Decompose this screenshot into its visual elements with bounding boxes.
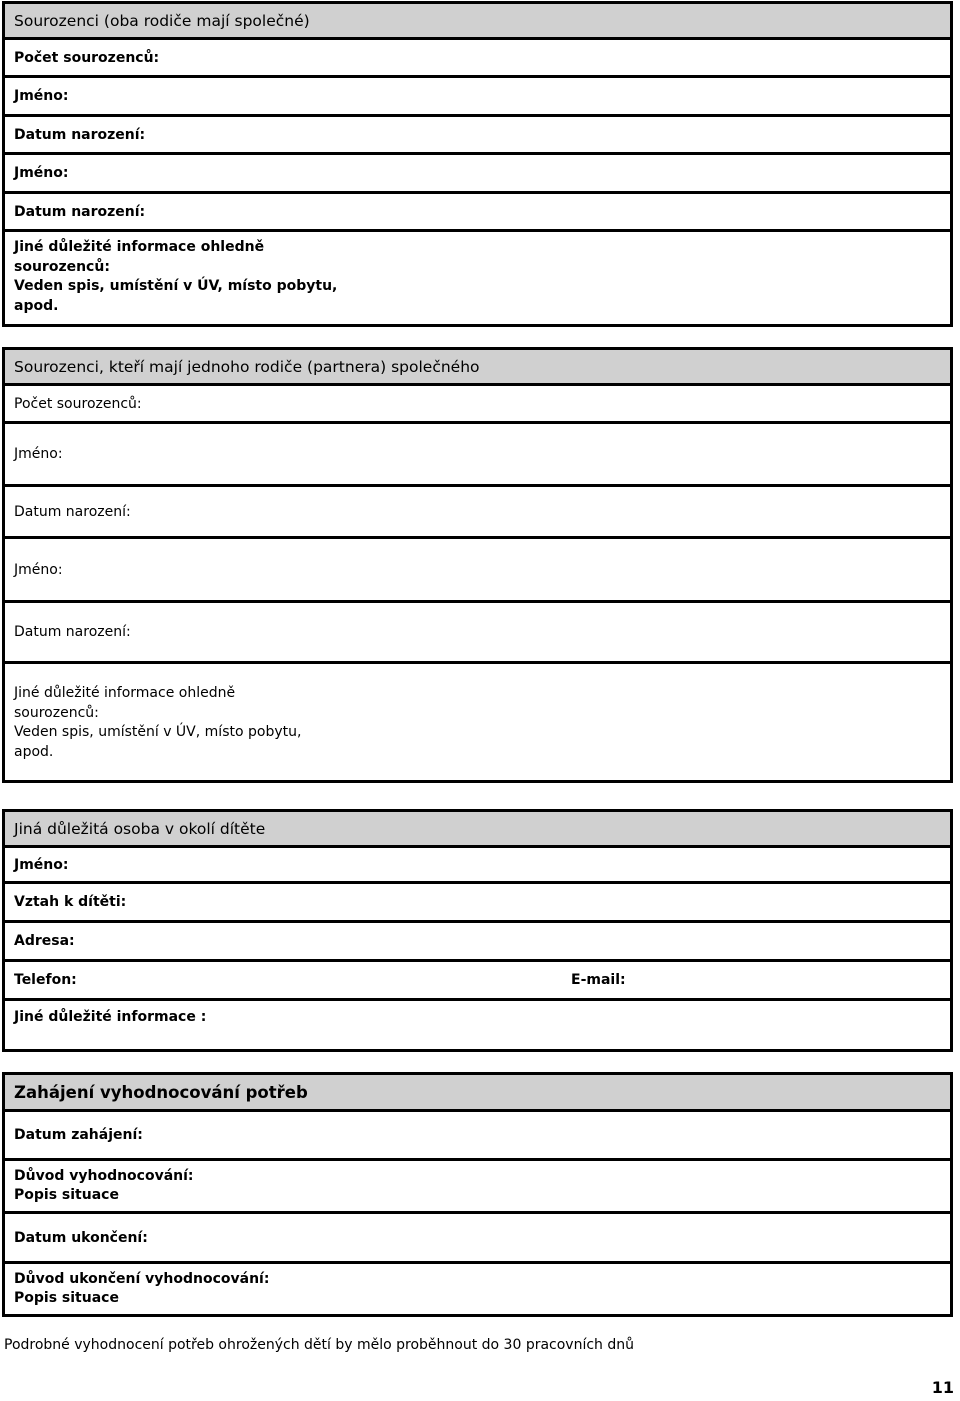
field-label: Jiné důležité informace : bbox=[14, 1009, 207, 1025]
section-siblings-one-parent bbox=[2, 347, 953, 783]
field-label-line: Popis situace bbox=[14, 1187, 119, 1203]
section-title: Jiná důležitá osoba v okolí dítěte bbox=[5, 812, 950, 848]
sibling-name-field[interactable] bbox=[5, 155, 950, 194]
start-date-field[interactable] bbox=[5, 1112, 950, 1161]
sibling-name-field[interactable] bbox=[5, 78, 950, 117]
person-name-field[interactable] bbox=[5, 848, 950, 884]
sibling-name-field[interactable] bbox=[5, 424, 950, 487]
email-label: E-mail: bbox=[571, 972, 626, 988]
field-label: Počet sourozenců: bbox=[14, 49, 160, 66]
end-reason-field[interactable] bbox=[5, 1264, 950, 1314]
sibling-name-field[interactable] bbox=[5, 539, 950, 603]
section-title: Sourozenci (oba rodiče mají společné) bbox=[5, 4, 950, 40]
footer-note: Podrobné vyhodnocení potřeb ohrožených dětí by mělo proběhnout do 30 pracovních dnů bbox=[4, 1337, 635, 1353]
relation-field[interactable] bbox=[5, 884, 950, 923]
field-label: Jméno: bbox=[14, 88, 69, 104]
field-label: Datum narození: bbox=[14, 624, 131, 640]
sibling-count-field[interactable] bbox=[5, 386, 950, 424]
sibling-dob-field[interactable] bbox=[5, 603, 950, 664]
section-title: Sourozenci, kteří mají jednoho rodiče (partnera) společného bbox=[5, 350, 950, 386]
field-label-line: Jiné důležité informace ohledně bbox=[14, 239, 265, 255]
sibling-count-field[interactable] bbox=[5, 40, 950, 78]
field-label: Jméno: bbox=[14, 446, 63, 462]
section-siblings-both-parents bbox=[2, 1, 953, 327]
end-date-field[interactable] bbox=[5, 1214, 950, 1264]
field-label: Datum ukončení: bbox=[14, 1229, 148, 1246]
other-info-field[interactable] bbox=[5, 1001, 950, 1049]
field-label-line: Důvod ukončení vyhodnocování: bbox=[14, 1270, 270, 1287]
section-other-important-person bbox=[2, 809, 953, 1052]
sibling-dob-field[interactable] bbox=[5, 194, 950, 232]
field-label-line: Veden spis, umístění v ÚV, místo pobytu, bbox=[14, 724, 302, 740]
field-label-line: Důvod vyhodnocování: bbox=[14, 1167, 194, 1184]
field-label-line: apod. bbox=[14, 743, 54, 760]
field-label: Jméno: bbox=[14, 856, 69, 873]
assessment-reason-field[interactable] bbox=[5, 1161, 950, 1214]
field-label: Jméno: bbox=[14, 165, 69, 181]
field-label: Vztah k dítěti: bbox=[14, 894, 127, 910]
field-label: Datum narození: bbox=[14, 503, 131, 520]
section-needs-assessment-start bbox=[2, 1072, 953, 1317]
field-label: Jméno: bbox=[14, 561, 63, 578]
section-title: Zahájení vyhodnocování potřeb bbox=[5, 1075, 950, 1112]
sibling-other-info-field[interactable] bbox=[5, 664, 950, 780]
field-label: Datum zahájení: bbox=[14, 1127, 143, 1143]
sibling-dob-field[interactable] bbox=[5, 487, 950, 539]
sibling-other-info-field[interactable] bbox=[5, 232, 950, 324]
field-label-line: Popis situace bbox=[14, 1290, 119, 1306]
phone-label: Telefon: bbox=[14, 972, 77, 988]
field-label: Datum narození: bbox=[14, 126, 146, 143]
field-label-line: sourozenců: bbox=[14, 258, 110, 275]
field-label-line: sourozenců: bbox=[14, 704, 99, 721]
address-field[interactable] bbox=[5, 923, 950, 962]
field-label-line: Veden spis, umístění v ÚV, místo pobytu, bbox=[14, 278, 338, 294]
sibling-dob-field[interactable] bbox=[5, 117, 950, 155]
field-label: Adresa: bbox=[14, 933, 75, 949]
field-label-line: apod. bbox=[14, 297, 59, 314]
phone-email-row[interactable] bbox=[5, 962, 950, 1001]
field-label-line: Jiné důležité informace ohledně bbox=[14, 685, 236, 701]
page-number: 11 bbox=[931, 1378, 954, 1397]
field-label: Počet sourozenců: bbox=[14, 395, 142, 412]
field-label: Datum narození: bbox=[14, 203, 146, 220]
